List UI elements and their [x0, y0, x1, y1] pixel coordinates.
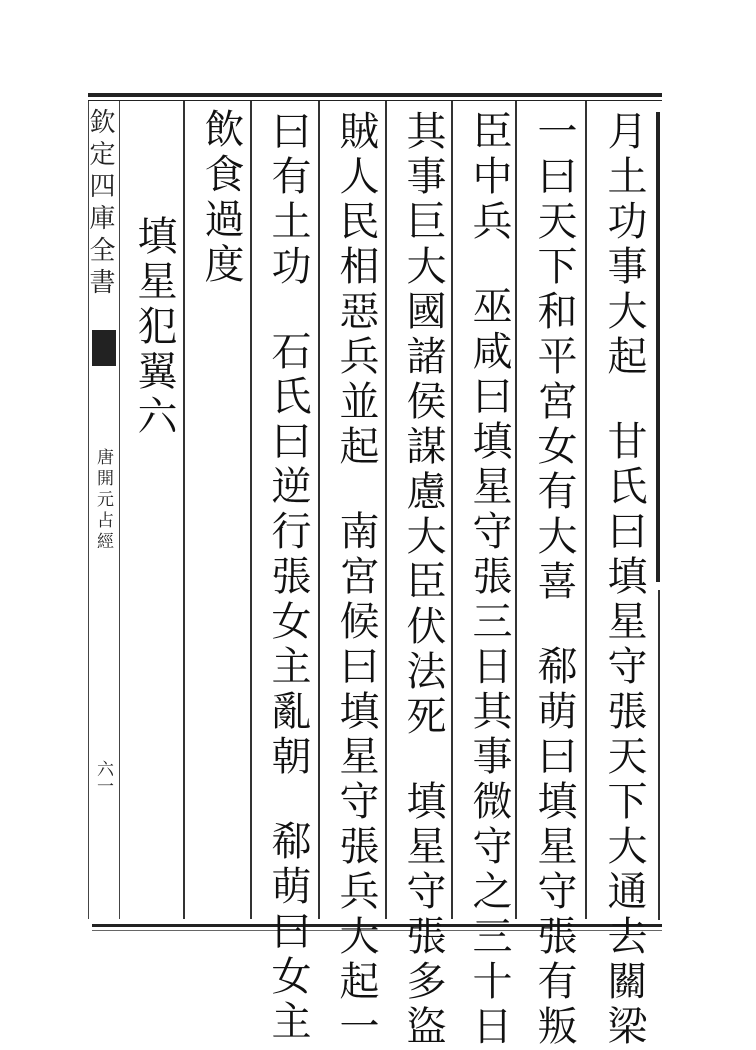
book-title: 唐開元占經: [93, 448, 113, 553]
text-segment: 甘氏曰填星守張天下大通去關梁: [601, 420, 647, 1050]
text-segment: 巫咸曰填星守張三日其事微守之三十日: [466, 285, 512, 1050]
text-column-6: [262, 110, 314, 1045]
text-segment: 一曰天下和平宮女有大喜: [531, 110, 577, 605]
column-divider: [515, 101, 517, 919]
text-segment: 填星犯翼六: [131, 215, 177, 440]
fish-tail-mark: [92, 330, 116, 366]
text-segment: 曰有土功: [265, 110, 311, 290]
text-column-7: [195, 108, 247, 288]
column-divider: [183, 101, 185, 919]
column-divider: [451, 101, 453, 919]
text-segment: 其事巨大國諸侯謀慮大臣伏法死: [400, 110, 446, 740]
text-column-3: [463, 110, 515, 1050]
column-divider: [385, 101, 387, 919]
text-segment: 郗萌曰女主: [265, 820, 311, 1045]
spine-border-right: [119, 101, 120, 919]
text-segment: 臣中兵: [466, 110, 512, 245]
column-divider: [250, 101, 252, 919]
text-segment: 賊人民相惡兵並起: [333, 110, 379, 470]
section-heading: [128, 215, 180, 440]
right-border-lower: [658, 590, 660, 920]
text-column-4: [397, 110, 449, 1050]
text-segment: 南宮候曰填星守張兵大起一: [333, 510, 379, 1050]
top-border-inner: [88, 100, 662, 101]
text-column-1: [598, 110, 650, 1050]
right-border: [656, 112, 660, 582]
text-segment: 填星守張多盜: [400, 780, 446, 1050]
text-column-5: [330, 110, 382, 1050]
collection-title: 欽定四庫全書: [85, 108, 115, 300]
text-segment: 石氏曰逆行張女主亂朝: [265, 330, 311, 780]
text-segment: 飲食過度: [198, 108, 244, 288]
column-divider: [318, 101, 320, 919]
column-divider: [585, 101, 587, 919]
top-border: [88, 93, 662, 97]
text-segment: 郗萌曰填星守張有叛: [531, 645, 577, 1050]
page-number: 六一: [93, 760, 113, 794]
text-column-2: [528, 110, 580, 1050]
text-segment: 月土功事大起: [601, 110, 647, 380]
